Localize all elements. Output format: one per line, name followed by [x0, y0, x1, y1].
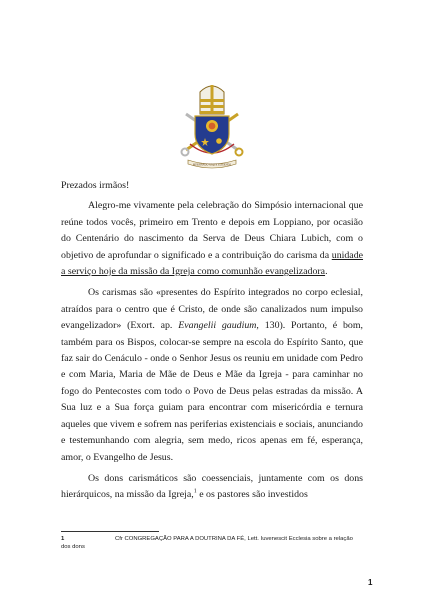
footnote-text: Cfr CONGREGAÇÃO PARA A DOUTRINA DA FÉ, Lett. Iuvenescit Ecclesia sobre a relação dos dons [61, 536, 353, 550]
papal-coat-of-arms [176, 78, 248, 170]
paragraph-2-italic: Evangelii gaudium [178, 320, 257, 332]
paragraph-2-text-b: , 130). Portanto, é bom, também para os Bispos, colocar-se sempre na escola do Espírito Santo, que faz sair do Cenáculo - onde o Senhor Jesus os reuniu em unidade com Pedro e com Maria, Maria de Mãe de Deus e Mãe da Igreja - para caminhar no fogo do Pentecostes com todo o Povo de Deus pelas estradas da missão. A Sua luz e a Sua força guiam para encontrar com misericórdia e ternura aqueles que vivem e sofrem nas periferias existenciais e sociais, anunciando e testemunhando com alegria, sem medo, ricos apenas em fé, esperança, amor, o Evangelho de Jesus. [61, 320, 363, 463]
page-number: 1 [368, 578, 373, 587]
coat-of-arms-icon [176, 78, 248, 170]
paragraph-3-text-b: e os pastores são investidos [196, 489, 308, 501]
paragraph-1-text: Alegro-me vivamente pela celebração do Simpósio internacional que reúne todos vocês, primeiro em Trento e depois em Loppiano, por ocasião do Centenário do nascimento da Serva de Deus Chiara Lubich, com o objetivo de aprofundar o significado e a contribuição do carisma da [61, 200, 363, 261]
paragraph-1-underlined: unidade a serviço hoje da missão da Igreja como comunhão evangelizadora [61, 249, 364, 278]
paragraph-2-text-a: Os carismas são «presentes do Espírito integrados no corpo eclesial, atraídos para o centro que é Cristo, de onde são canalizados num impulso evangelizador» (Exort. ap. [61, 287, 363, 332]
footnote-divider [61, 531, 159, 532]
footnote-ref[interactable]: 1 [193, 489, 197, 496]
paragraph-3 [61, 471, 363, 504]
footnote-number: 1 [61, 536, 65, 542]
motto-text: MISERANDO ATQUE ELIGENDO [192, 163, 232, 167]
footnote [61, 535, 363, 551]
greeting: Prezados irmãos! [61, 180, 130, 191]
letter-body [61, 178, 363, 509]
paragraph-3-text-a: Os dons carismáticos são coessenciais, juntamente com os dons hierárquicos, na missão da Igreja, [61, 472, 363, 501]
paragraph-1-end: . [325, 266, 328, 278]
paragraph-2 [61, 285, 363, 465]
paragraph-1 [61, 198, 363, 280]
